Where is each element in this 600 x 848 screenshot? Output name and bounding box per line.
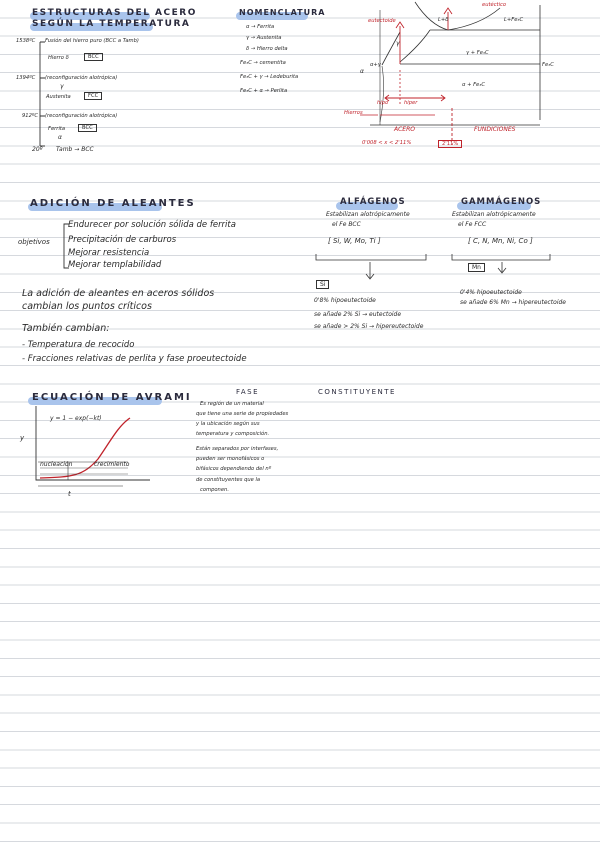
constituyente-title: CONSTITUYENTE xyxy=(318,388,396,396)
alpha-gamma-region: α+γ xyxy=(370,62,381,68)
hipo-label: hipo xyxy=(377,100,389,106)
fase-title: FASE xyxy=(236,388,260,396)
gammagenic-title: GAMMÁGENOS xyxy=(461,197,542,207)
alphagenic-note: se añade > 2% Si → hipereutectoide xyxy=(314,323,424,330)
phase-def-line: y la ubicación según sus xyxy=(196,421,260,427)
avrami-formula: y = 1 − exp(−kt) xyxy=(50,415,102,422)
steel-temp-title-1: ESTRUCTURAS DEL ACERO xyxy=(32,8,197,18)
nomenclature-item: δ → Hierro delta xyxy=(246,46,288,52)
gamma-symbol: γ xyxy=(60,83,64,90)
alphagenic-note: 0'8% hipoeutectoide xyxy=(314,297,376,304)
alloying-para-line2: cambian los puntos críticos xyxy=(22,301,152,312)
alpha-symbol: α xyxy=(58,134,62,141)
alloying-title: ADICIÓN DE ALEANTES xyxy=(30,198,196,209)
eutectoid-label: eutectoide xyxy=(368,18,396,24)
phase-def-line: bifásicos dependiendo del nº xyxy=(196,466,272,472)
change-item: - Fracciones relativas de perlita y fase proeutectoide xyxy=(22,354,247,364)
gammagenic-desc-1: Estabilizan alotrópicamente xyxy=(452,211,536,218)
nomenclature-title: NOMENCLATURA xyxy=(239,8,326,17)
limit-box: 2'11% xyxy=(438,140,462,148)
crecimiento-label: crecimiento xyxy=(94,461,130,468)
eutectic-label: eutéctico xyxy=(482,2,507,8)
phase-def-line: Están separados por interfases, xyxy=(196,446,279,452)
gammagenic-note: 0'4% hipoeutectoide xyxy=(460,289,522,296)
alloying-para-line1: La adición de aleantes en aceros sólidos xyxy=(22,288,215,299)
hierro-delta-label: Hierro δ xyxy=(48,55,69,61)
avrami-title: ECUACIÓN DE AVRAMI xyxy=(32,392,192,403)
temp-1538: 1538ºC xyxy=(16,38,36,44)
goal-item: Endurecer por solución sólida de ferrita xyxy=(68,220,236,230)
gamma-fe3c-region: γ + Fe₃C xyxy=(466,50,489,56)
fusion-note: Fusión del hierro puro (BCC a Tamb) xyxy=(45,38,139,44)
alphagenic-elements-text: Si, W, Mo, Ti xyxy=(332,237,376,245)
avrami-t-axis: t xyxy=(68,490,71,498)
nomenclature-item: γ → Austenita xyxy=(246,35,282,41)
nomenclature-item: α → Ferrita xyxy=(246,24,275,30)
nomenclature-item: Fe₃C + γ → Ledeburita xyxy=(240,74,299,80)
goal-item: Precipitación de carburos xyxy=(68,235,177,245)
nucleacion-label: nucleación xyxy=(40,461,73,468)
nomenclature-item: Fe₃C → cementita xyxy=(240,60,286,66)
alpha-fe3c-region: α + Fe₃C xyxy=(462,82,485,88)
nomenclature-item: Fe₃C + α → Perlita xyxy=(240,88,288,94)
mn-box: Mn xyxy=(468,263,485,272)
acero-label: ACERO xyxy=(394,126,415,133)
objetivos-label: objetivos xyxy=(18,238,50,246)
goal-item: Mejorar templabilidad xyxy=(68,260,162,270)
si-box: Si xyxy=(316,280,329,289)
fe3c-label: Fe₃C xyxy=(542,62,554,68)
avrami-y-axis: y xyxy=(20,434,25,442)
gamma-region: γ xyxy=(396,40,400,47)
steel-range-label: 0'008 < x < 2'11% xyxy=(362,140,412,146)
phase-def-line: componen. xyxy=(200,487,229,493)
goal-item: Mejorar resistencia xyxy=(68,248,150,258)
temp-912: 912ºC xyxy=(22,113,38,119)
l-fe3c-region: L+Fe₃C xyxy=(504,17,524,23)
alphagenic-elements: [ Si, W, Mo, Ti ] xyxy=(328,237,381,245)
gammagenic-brace xyxy=(450,250,560,280)
hiper-label: hiper xyxy=(404,100,418,106)
reconf-note-2: (reconfiguración alotrópica) xyxy=(45,113,118,119)
alphagenic-desc-1: Estabilizan alotrópicamente xyxy=(326,211,410,218)
phase-def-line: de constituyentes que la xyxy=(196,477,261,483)
phase-def-line: temperatura y composición. xyxy=(196,431,270,437)
phase-def-line: Es región de un material xyxy=(200,401,264,407)
gammagenic-desc-2: el Fe FCC xyxy=(458,221,487,228)
gammagenic-elements: [ C, N, Mn, Ni, Co ] xyxy=(468,237,533,245)
hierros-label: Hierros xyxy=(344,110,363,116)
tamb-bcc: Tamb → BCC xyxy=(56,146,94,153)
alphagenic-note: se añade 2% Si → eutectoide xyxy=(314,311,402,318)
alphagenic-desc-2: el Fe BCC xyxy=(332,221,361,228)
alpha-region: α xyxy=(360,68,364,75)
change-text: Fracciones relativas de perlita y fase proeutectoide xyxy=(27,354,247,364)
alphagenic-brace xyxy=(314,250,434,290)
tambien-label: También cambian: xyxy=(22,323,110,334)
ferrita-label: Ferrita xyxy=(48,126,66,132)
reconf-note-1: (reconfiguración alotrópica) xyxy=(45,75,118,81)
gammagenic-note: se añade 6% Mn → hipereutectoide xyxy=(460,299,566,306)
steel-temp-title-2: SEGÚN LA TEMPERATURA xyxy=(32,19,191,29)
fundiciones-label: FUNDICIONES xyxy=(474,126,516,133)
alphagenic-title: ALFÁGENOS xyxy=(340,197,406,207)
austenita-label: Austenita xyxy=(46,94,71,100)
temp-20: 20º xyxy=(32,146,43,153)
l-delta-region: L+δ xyxy=(438,17,449,23)
gammagenic-elements-text: C, N, Mn, Ni, Co xyxy=(472,237,528,245)
phase-def-line: que tiene una serie de propiedades xyxy=(196,411,289,417)
change-text: Temperatura de recocido xyxy=(27,340,135,350)
bcc-box-1: BCC xyxy=(84,53,103,61)
temp-1394: 1394ºC xyxy=(16,75,36,81)
bcc-box-2: BCC xyxy=(78,124,97,132)
change-item: - Temperatura de recocido xyxy=(22,340,135,350)
fcc-box: FCC xyxy=(84,92,102,100)
phase-def-line: pueden ser monofásicos o xyxy=(196,456,265,462)
